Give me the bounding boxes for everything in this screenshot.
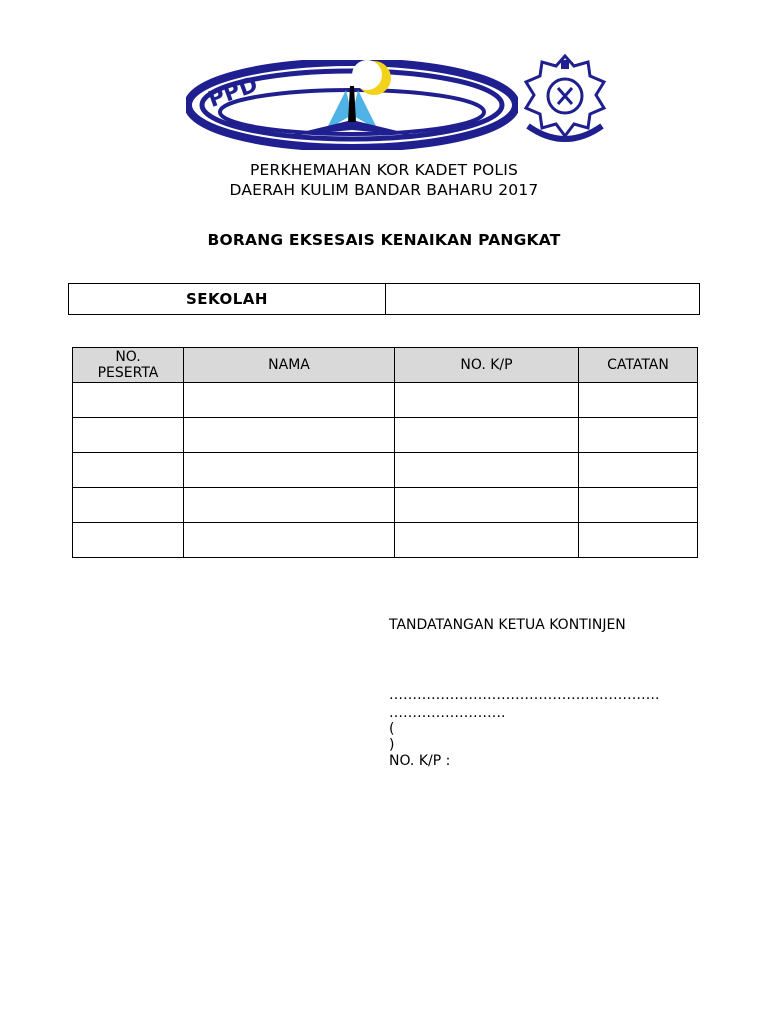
header-no-peserta: NO. PESERTA bbox=[73, 348, 184, 383]
table-cell[interactable] bbox=[579, 418, 698, 453]
table-header-row bbox=[73, 348, 698, 383]
table-cell[interactable] bbox=[579, 383, 698, 418]
table-cell[interactable] bbox=[395, 453, 579, 488]
table-cell[interactable] bbox=[73, 383, 184, 418]
table-row bbox=[73, 488, 698, 523]
school-field bbox=[68, 283, 700, 315]
table-cell[interactable] bbox=[395, 488, 579, 523]
signature-dots-line1: …………………………………………………. bbox=[389, 687, 660, 703]
table-cell[interactable] bbox=[395, 523, 579, 558]
table-row bbox=[73, 418, 698, 453]
table-cell[interactable] bbox=[73, 418, 184, 453]
form-title: BORANG EKSESAIS KENAIKAN PANGKAT bbox=[207, 231, 561, 249]
signature-open-paren: ( bbox=[389, 721, 395, 737]
pdrm-crest bbox=[516, 52, 614, 150]
table-row bbox=[73, 383, 698, 418]
table-cell[interactable] bbox=[395, 418, 579, 453]
table-cell[interactable] bbox=[73, 523, 184, 558]
table-row bbox=[73, 453, 698, 488]
table-cell[interactable] bbox=[73, 488, 184, 523]
event-title-line2: DAERAH KULIM BANDAR BAHARU 2017 bbox=[229, 181, 539, 199]
table-cell[interactable] bbox=[184, 453, 395, 488]
table-cell[interactable] bbox=[184, 383, 395, 418]
table-cell[interactable] bbox=[395, 383, 579, 418]
table-cell[interactable] bbox=[184, 418, 395, 453]
signature-kp-label: NO. K/P : bbox=[389, 753, 451, 769]
ppd-logo-text: PPD bbox=[205, 72, 262, 113]
table-cell[interactable] bbox=[579, 488, 698, 523]
header-logos bbox=[186, 52, 616, 157]
table-row bbox=[73, 523, 698, 558]
header-no-kp: NO. K/P bbox=[395, 348, 579, 383]
table-cell[interactable] bbox=[579, 453, 698, 488]
signature-title: TANDATANGAN KETUA KONTINJEN bbox=[389, 617, 626, 633]
table-cell[interactable] bbox=[184, 488, 395, 523]
table-cell[interactable] bbox=[579, 523, 698, 558]
signature-close-paren: ) bbox=[389, 737, 395, 753]
table-cell[interactable] bbox=[184, 523, 395, 558]
school-label: SEKOLAH bbox=[69, 284, 386, 314]
signature-dots-line2: ……………………. bbox=[389, 705, 506, 721]
header-nama: NAMA bbox=[184, 348, 395, 383]
school-value[interactable] bbox=[386, 284, 699, 314]
ppd-logo bbox=[186, 60, 518, 150]
header-catatan: CATATAN bbox=[579, 348, 698, 383]
table-cell[interactable] bbox=[73, 453, 184, 488]
participant-table bbox=[72, 347, 698, 558]
event-title-line1: PERKHEMAHAN KOR KADET POLIS bbox=[249, 161, 519, 179]
